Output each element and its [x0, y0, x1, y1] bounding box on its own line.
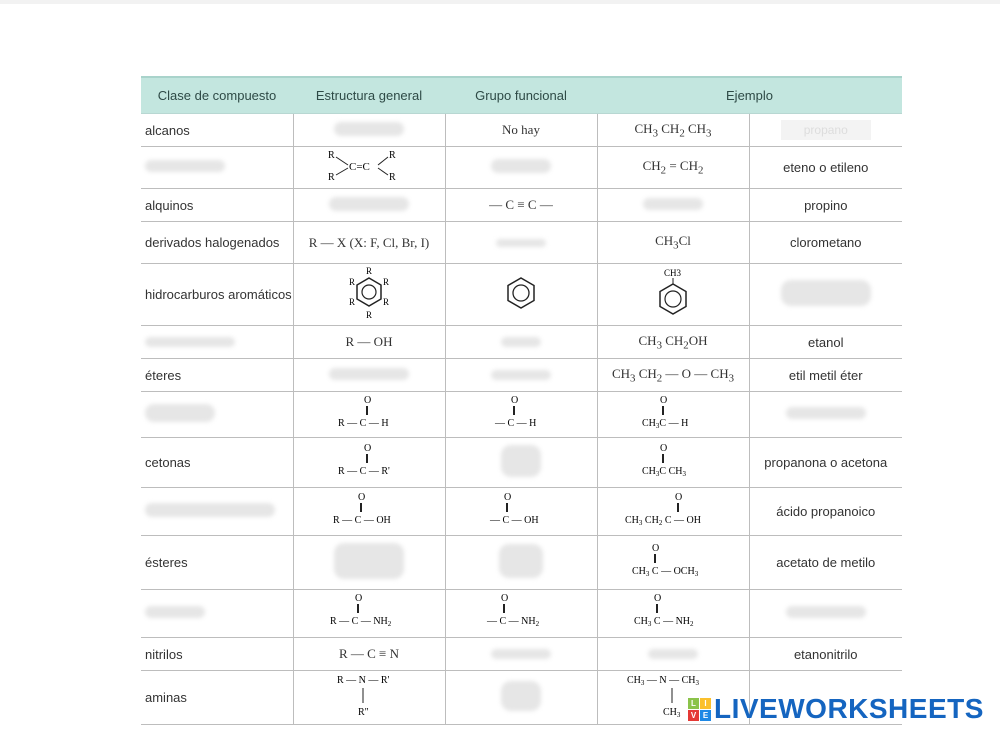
cell-clase: éteres: [141, 359, 293, 392]
table-row: [141, 438, 902, 488]
table-row: [141, 638, 902, 671]
cell-grupo-hidden[interactable]: [445, 536, 597, 590]
cell-clase: cetonas: [141, 438, 293, 488]
substituted-benzene-structure: [341, 264, 397, 322]
svg-text:CH3: $CH_3$: [663, 707, 681, 719]
cell-grupo: [445, 590, 597, 638]
svg-text:O: O: [355, 593, 363, 604]
liveworksheets-logo: [688, 693, 984, 725]
table-header-row: [141, 77, 902, 114]
cell-clase: ésteres: [141, 536, 293, 590]
svg-text:R: R: [328, 172, 335, 183]
aldehyde-group: [491, 393, 551, 433]
cell-formula-hidden[interactable]: [597, 189, 749, 222]
header-estructura: Estructura general: [293, 77, 445, 114]
cell-grupo: [445, 392, 597, 438]
cell-nombre: clorometano: [749, 222, 902, 264]
methyl-acetate-structure: [628, 541, 718, 581]
logo-text: LIVEWORKSHEETS: [714, 693, 984, 724]
svg-text:R: R: [366, 266, 373, 276]
svg-text:R — C — H: R — C — H: [338, 418, 389, 429]
table-row: [141, 392, 902, 438]
header-clase: Clase de compuesto: [141, 77, 293, 114]
header-ejemplo: Ejemplo: [597, 77, 902, 114]
cell-formula: [597, 438, 749, 488]
header-grupo: Grupo funcional: [445, 77, 597, 114]
cell-formula: [597, 392, 749, 438]
table-row: [141, 326, 902, 359]
cell-clase-hidden[interactable]: [141, 488, 293, 536]
cell-grupo: [445, 264, 597, 326]
cell-clase: nitrilos: [141, 638, 293, 671]
cell-estructura-hidden[interactable]: [293, 359, 445, 392]
cell-clase-hidden[interactable]: [141, 590, 293, 638]
table-row: [141, 264, 902, 326]
cell-formula-hidden[interactable]: [597, 638, 749, 671]
acetamide-structure: [630, 591, 716, 633]
svg-text:O: O: [652, 543, 660, 554]
acetone-structure: [638, 441, 708, 481]
svg-text:R": R": [358, 707, 369, 718]
svg-text:O: O: [364, 395, 372, 406]
svg-text:O: O: [358, 492, 366, 503]
ethanal-structure: [638, 393, 708, 433]
cell-grupo-hidden[interactable]: [445, 671, 597, 725]
cell-estructura: R — X (X: F, Cl, Br, I): [293, 222, 445, 264]
svg-text:R: R: [383, 297, 390, 307]
benzene-ring-icon: [503, 275, 539, 311]
cell-clase: alcanos: [141, 114, 293, 147]
svg-text:CH3C CH3: $CH_3C$ $CH_3$: [642, 466, 686, 478]
cell-estructura: [293, 392, 445, 438]
cell-formula: [597, 536, 749, 590]
table-row: [141, 114, 902, 147]
table-row: [141, 590, 902, 638]
cell-formula: $CH_3Cl$: [597, 222, 749, 264]
cell-formula: $CH_2 = CH_2$: [597, 147, 749, 189]
amide-structure: [326, 591, 412, 633]
svg-text:R: R: [366, 310, 373, 320]
cell-grupo-hidden[interactable]: [445, 222, 597, 264]
logo-badge-icon: L I V E: [688, 698, 711, 721]
svg-text:O: O: [504, 492, 512, 503]
cell-estructura: R — OH: [293, 326, 445, 359]
svg-text:O: O: [364, 443, 372, 454]
cell-formula: $CH_3$ $CH_2$ — O — $CH_3$: [597, 359, 749, 392]
cell-formula: $CH_3$ $CH_2$ $CH_3$: [597, 114, 749, 147]
cell-estructura: [293, 264, 445, 326]
table-row: [141, 536, 902, 590]
cell-estructura: R — C ≡ N: [293, 638, 445, 671]
carboxylic-acid-structure: [329, 490, 409, 530]
cell-formula: $CH_3$ $CH_2OH$: [597, 326, 749, 359]
methyl-label: CH3: [664, 268, 682, 278]
table-row: [141, 222, 902, 264]
cell-clase-hidden[interactable]: [141, 147, 293, 189]
table-row: [141, 359, 902, 392]
svg-text:R — C — OH: R — C — OH: [333, 515, 391, 526]
cell-estructura-hidden[interactable]: [293, 114, 445, 147]
group-label: — C — OH: [490, 515, 539, 526]
cell-grupo: — C ≡ C —: [445, 189, 597, 222]
group-label: — C — H: [495, 418, 537, 429]
cell-nombre: etanonitrilo: [749, 638, 902, 671]
cell-nombre-hidden[interactable]: [749, 392, 902, 438]
table-row: [141, 488, 902, 536]
compound-table: [141, 76, 902, 725]
svg-text:R: R: [383, 277, 390, 287]
svg-text:C=C: C=C: [349, 161, 370, 173]
propanoic-acid-structure: [623, 490, 723, 530]
svg-text:O: O: [501, 593, 509, 604]
toluene-structure: [653, 265, 693, 321]
svg-text:R: R: [389, 172, 396, 183]
cell-nombre-hidden[interactable]: [749, 114, 902, 147]
cell-formula: [597, 488, 749, 536]
svg-text:R — C — NH2: R — C — $NH_2$: [330, 616, 392, 628]
svg-text:CH3 C — OCH3: $CH_3$ C — $OCH_3$: [632, 566, 699, 578]
carboxyl-group: [486, 490, 556, 530]
cell-clase: hidrocarburos aromáticos: [141, 264, 293, 326]
cell-clase-hidden[interactable]: [141, 392, 293, 438]
svg-text:CH3 C — NH2: $CH_3$ C — $NH_2$: [634, 616, 694, 628]
svg-text:O: O: [511, 395, 519, 406]
cell-nombre: eteno o etileno: [749, 147, 902, 189]
svg-text:O: O: [660, 443, 668, 454]
cell-nombre: propino: [749, 189, 902, 222]
cell-estructura: [293, 488, 445, 536]
cell-grupo-hidden[interactable]: [445, 438, 597, 488]
amine-structure: [329, 671, 409, 721]
cell-grupo: No hay: [445, 114, 597, 147]
cell-grupo-hidden[interactable]: [445, 147, 597, 189]
cell-formula: [597, 264, 749, 326]
top-band: [0, 0, 1000, 4]
cell-estructura: [293, 147, 445, 189]
svg-text:R: R: [389, 150, 396, 161]
amide-group: [483, 591, 559, 633]
cell-formula: [597, 590, 749, 638]
table-row: [141, 189, 902, 222]
svg-text:O: O: [660, 395, 668, 406]
alkene-structure: [324, 147, 414, 185]
structure-label: R — N — R': [337, 675, 390, 686]
cell-grupo-hidden[interactable]: [445, 638, 597, 671]
cell-nombre: etanol: [749, 326, 902, 359]
cell-estructura-hidden[interactable]: [293, 536, 445, 590]
aldehyde-structure: [334, 393, 404, 433]
cell-grupo-hidden[interactable]: [445, 359, 597, 392]
cell-estructura-hidden[interactable]: [293, 189, 445, 222]
svg-text:O: O: [654, 593, 662, 604]
cell-grupo: [445, 488, 597, 536]
svg-text:R — C — R': R — C — R': [338, 466, 390, 477]
svg-text:R: R: [349, 277, 356, 287]
cell-estructura: [293, 438, 445, 488]
ketone-structure: [334, 441, 404, 481]
cell-estructura: [293, 671, 445, 725]
svg-text:CH3C — H: $CH_3C$ — H: [642, 418, 689, 430]
svg-text:O: O: [675, 492, 683, 503]
cell-nombre: ácido propanoico: [749, 488, 902, 536]
table-row: [141, 147, 902, 189]
cell-clase: aminas: [141, 671, 293, 725]
cell-clase: alquinos: [141, 189, 293, 222]
cell-clase: derivados halogenados: [141, 222, 293, 264]
cell-clase-hidden[interactable]: [141, 326, 293, 359]
svg-text:R: R: [328, 150, 335, 161]
cell-nombre: propanona o acetona: [749, 438, 902, 488]
faded-answer: propano: [781, 120, 871, 140]
cell-nombre-hidden[interactable]: [749, 590, 902, 638]
svg-text:CH3 CH2 C — OH: $CH_3$ $CH_2$ C — OH: [625, 515, 701, 527]
svg-text:R: R: [349, 297, 356, 307]
cell-grupo-hidden[interactable]: [445, 326, 597, 359]
cell-nombre: acetato de metilo: [749, 536, 902, 590]
cell-nombre-hidden[interactable]: [749, 264, 902, 326]
cell-estructura: [293, 590, 445, 638]
cell-nombre: etil metil éter: [749, 359, 902, 392]
svg-text:CH3 — N — CH3: $CH_3$ — N — $CH_3$: [627, 675, 700, 687]
svg-text:— C — NH2: — C — $NH_2$: [487, 616, 540, 628]
